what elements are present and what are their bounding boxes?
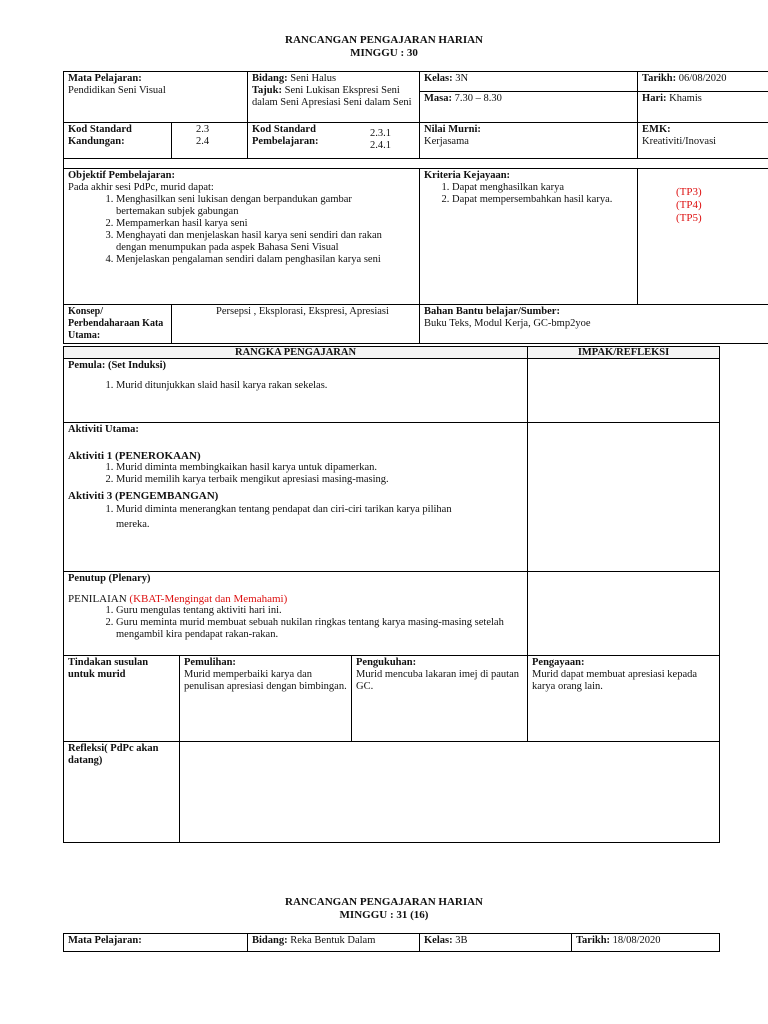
hari-cell xyxy=(638,92,768,123)
objektif-cell xyxy=(64,169,420,305)
akt1-list xyxy=(68,462,523,486)
penutup-cell xyxy=(64,572,528,656)
bahan-cell xyxy=(420,305,768,344)
akt1-item: 1. Murid diminta membingkaikan hasil karya untuk dipamerkan. xyxy=(116,462,523,474)
objektif-item: 3. Menghayati dan menjelaskan hasil karya seni sendiri dan rakan dengan menumpukan pada aspek Bahasa Seni Visual xyxy=(116,230,415,254)
page2-info-table xyxy=(63,933,720,952)
bidang-label: Bidang: xyxy=(252,73,288,84)
page2-title: RANCANGAN PENGAJARAN HARIAN xyxy=(285,896,483,908)
pengayaan-value: Murid dapat membuat apresiasi kepada karya orang lain. xyxy=(532,669,698,692)
spacer xyxy=(64,159,768,169)
konsep-value: Persepsi , Eksplorasi, Ekspresi, Apresiasi xyxy=(216,306,389,317)
pengayaan-cell xyxy=(528,656,720,742)
impak-header: IMPAK/REFLEKSI xyxy=(528,347,720,359)
tp-label: (TP5) xyxy=(676,212,702,224)
tajuk-value: Seni Lukisan Ekspresi Seni dalam Seni Apresiasi Seni dalam Seni xyxy=(252,85,412,108)
pemulihan-cell xyxy=(180,656,352,742)
page2-mata-cell xyxy=(64,934,248,952)
pemulihan-label: Pemulihan: xyxy=(184,657,236,668)
page2-kelas-cell xyxy=(420,934,572,952)
page2-subtitle: MINGGU : 31 (16) xyxy=(339,909,429,921)
utama-cell xyxy=(64,423,528,572)
hari-label: Hari: xyxy=(642,93,667,104)
penilaian-label: PENILAIAN xyxy=(68,593,130,605)
tarikh-label: Tarikh: xyxy=(642,73,677,84)
refleksi-value-cell[interactable] xyxy=(180,742,720,843)
bahan-value: Buku Teks, Modul Kerja, GC-bmp2yoe xyxy=(424,318,591,329)
tarikh-value: 06/08/2020 xyxy=(676,73,727,84)
objektif-item: 1. Menghasilkan seni lukisan dengan berpandukan gambar bertemakan subjek gabungan xyxy=(116,194,415,218)
ksk-label: Kod Standard Kandungan: xyxy=(68,124,132,147)
penilaian-kbat: (KBAT-Mengingat dan Memahami) xyxy=(129,593,288,605)
ksp-label: Kod Standard Pembelajaran: xyxy=(252,124,319,147)
emk-label: EMK: xyxy=(642,124,671,135)
kriteria-label: Kriteria Kejayaan: xyxy=(424,170,511,181)
ksk-value-1: 2.3 xyxy=(196,124,210,135)
tp-cell xyxy=(638,169,768,305)
penilaian-list xyxy=(68,605,523,641)
konsep-label-cell xyxy=(64,305,172,344)
objektif-item: 2. Mempamerkan hasil karya seni xyxy=(116,218,415,230)
mata-label: Mata Pelajaran: xyxy=(68,73,142,84)
ksk-label-cell xyxy=(64,123,172,159)
refleksi-label: Refleksi( PdPc akan datang) xyxy=(68,743,159,766)
objektif-item: 4. Menjelaskan pengalaman sendiri dalam penghasilan karya seni xyxy=(116,254,415,266)
page-title: RANCANGAN PENGAJARAN HARIAN xyxy=(285,34,483,46)
pemula-cell xyxy=(64,359,528,423)
page2-bidang-value: Reka Bentuk Dalam xyxy=(287,935,376,946)
page2-tarikh-label: Tarikh: xyxy=(576,935,611,946)
konsep-value-cell xyxy=(172,305,420,344)
masa-label: Masa: xyxy=(424,93,453,104)
page2-tarikh-value: 18/08/2020 xyxy=(610,935,661,946)
page2-mata-label: Mata Pelajaran: xyxy=(68,935,142,946)
kelas-cell xyxy=(420,72,638,92)
objektif-list xyxy=(68,194,415,266)
rangka-header: RANGKA PENGAJARAN xyxy=(64,347,528,359)
hari-value: Khamis xyxy=(666,93,702,104)
impak-pemula[interactable] xyxy=(528,359,720,423)
tp-label: (TP3) xyxy=(676,186,702,198)
kelas-value: 3N xyxy=(452,73,469,84)
mata-cell xyxy=(64,72,248,123)
page2-bidang-cell xyxy=(248,934,420,952)
page2-bidang-label: Bidang: xyxy=(252,935,288,946)
mata-value: Pendidikan Seni Visual xyxy=(68,85,166,96)
rangka-table xyxy=(63,346,720,843)
kriteria-cell xyxy=(420,169,638,305)
pengukuhan-value: Murid mencuba lakaran imej di pautan GC. xyxy=(356,669,519,692)
tarikh-cell xyxy=(638,72,768,92)
akt1-label: Aktiviti 1 (PENEROKAAN) xyxy=(68,450,201,462)
kriteria-list xyxy=(424,182,638,206)
bahan-label: Bahan Bantu belajar/Sumber: xyxy=(424,306,560,317)
masa-cell xyxy=(420,92,638,123)
refleksi-label-cell xyxy=(64,742,180,843)
objektif-intro: Pada akhir sesi PdPc, murid dapat: xyxy=(68,182,214,193)
pemula-item: 1. Murid ditunjukkan slaid hasil karya rakan sekelas. xyxy=(116,380,523,392)
ksp-value-2: 2.4.1 xyxy=(370,140,392,151)
tp-label: (TP4) xyxy=(676,199,702,211)
kriteria-item: 2. Dapat mempersembahkan hasil karya. xyxy=(452,194,638,206)
bidang-value: Seni Halus xyxy=(287,73,337,84)
impak-penutup[interactable] xyxy=(528,572,720,656)
tp-labels xyxy=(676,186,702,225)
pemula-label: Pemula: (Set Induksi) xyxy=(68,360,167,371)
tindakan-cell xyxy=(64,656,180,742)
page-subtitle: MINGGU : 30 xyxy=(350,47,418,59)
masa-value: 7.30 – 8.30 xyxy=(452,93,502,104)
akt3-list xyxy=(68,502,523,532)
akt3-label: Aktiviti 3 (PENGEMBANGAN) xyxy=(68,490,219,502)
page2-kelas-value: 3B xyxy=(452,935,468,946)
nilai-value: Kerjasama xyxy=(424,136,469,147)
page2-tarikh-cell xyxy=(572,934,720,952)
info-table-main xyxy=(63,71,768,344)
impak-utama[interactable] xyxy=(528,423,720,572)
penilaian-item: 2. Guru meminta murid membuat sebuah nukilan ringkas tentang karya masing-masing setelah mengambil kira pendapat rakan-rakan. xyxy=(116,617,523,641)
emk-cell xyxy=(638,123,768,159)
pengukuhan-cell xyxy=(352,656,528,742)
bidang-cell xyxy=(248,72,420,123)
nilai-label: Nilai Murni: xyxy=(424,124,481,135)
pengukuhan-label: Pengukuhan: xyxy=(356,657,417,668)
ksk-value-cell xyxy=(172,123,248,159)
pemula-list xyxy=(68,380,523,392)
nilai-cell xyxy=(420,123,638,159)
ksp-cell xyxy=(248,123,420,159)
emk-value: Kreativiti/Inovasi xyxy=(642,136,717,147)
tajuk-label: Tajuk: xyxy=(252,85,282,96)
ksp-value-1: 2.3.1 xyxy=(370,128,392,139)
ksk-value-2: 2.4 xyxy=(196,136,210,147)
konsep-label: Konsep/ Perbendaharaan Kata Utama: xyxy=(68,306,164,341)
akt3-item: 1. Murid diminta menerangkan tentang pendapat dan ciri-ciri tarikan karya pilihan mereka. xyxy=(116,502,473,532)
penilaian-line xyxy=(68,593,523,605)
pemulihan-value: Murid memperbaiki karya dan penulisan apresiasi dengan bimbingan. xyxy=(184,669,347,692)
akt1-item: 2. Murid memilih karya terbaik mengikut apresiasi masing-masing. xyxy=(116,474,523,486)
objektif-label: Objektif Pembelajaran: xyxy=(68,170,176,181)
kriteria-item: 1. Dapat menghasilkan karya xyxy=(452,182,638,194)
utama-label: Aktiviti Utama: xyxy=(68,424,139,435)
tindakan-label: Tindakan susulan untuk murid xyxy=(68,657,149,680)
penilaian-item: 1. Guru mengulas tentang aktiviti hari ini. xyxy=(116,605,523,617)
page2-kelas-label: Kelas: xyxy=(424,935,453,946)
penutup-label: Penutup (Plenary) xyxy=(68,573,151,584)
kelas-label: Kelas: xyxy=(424,73,453,84)
pengayaan-label: Pengayaan: xyxy=(532,657,585,668)
